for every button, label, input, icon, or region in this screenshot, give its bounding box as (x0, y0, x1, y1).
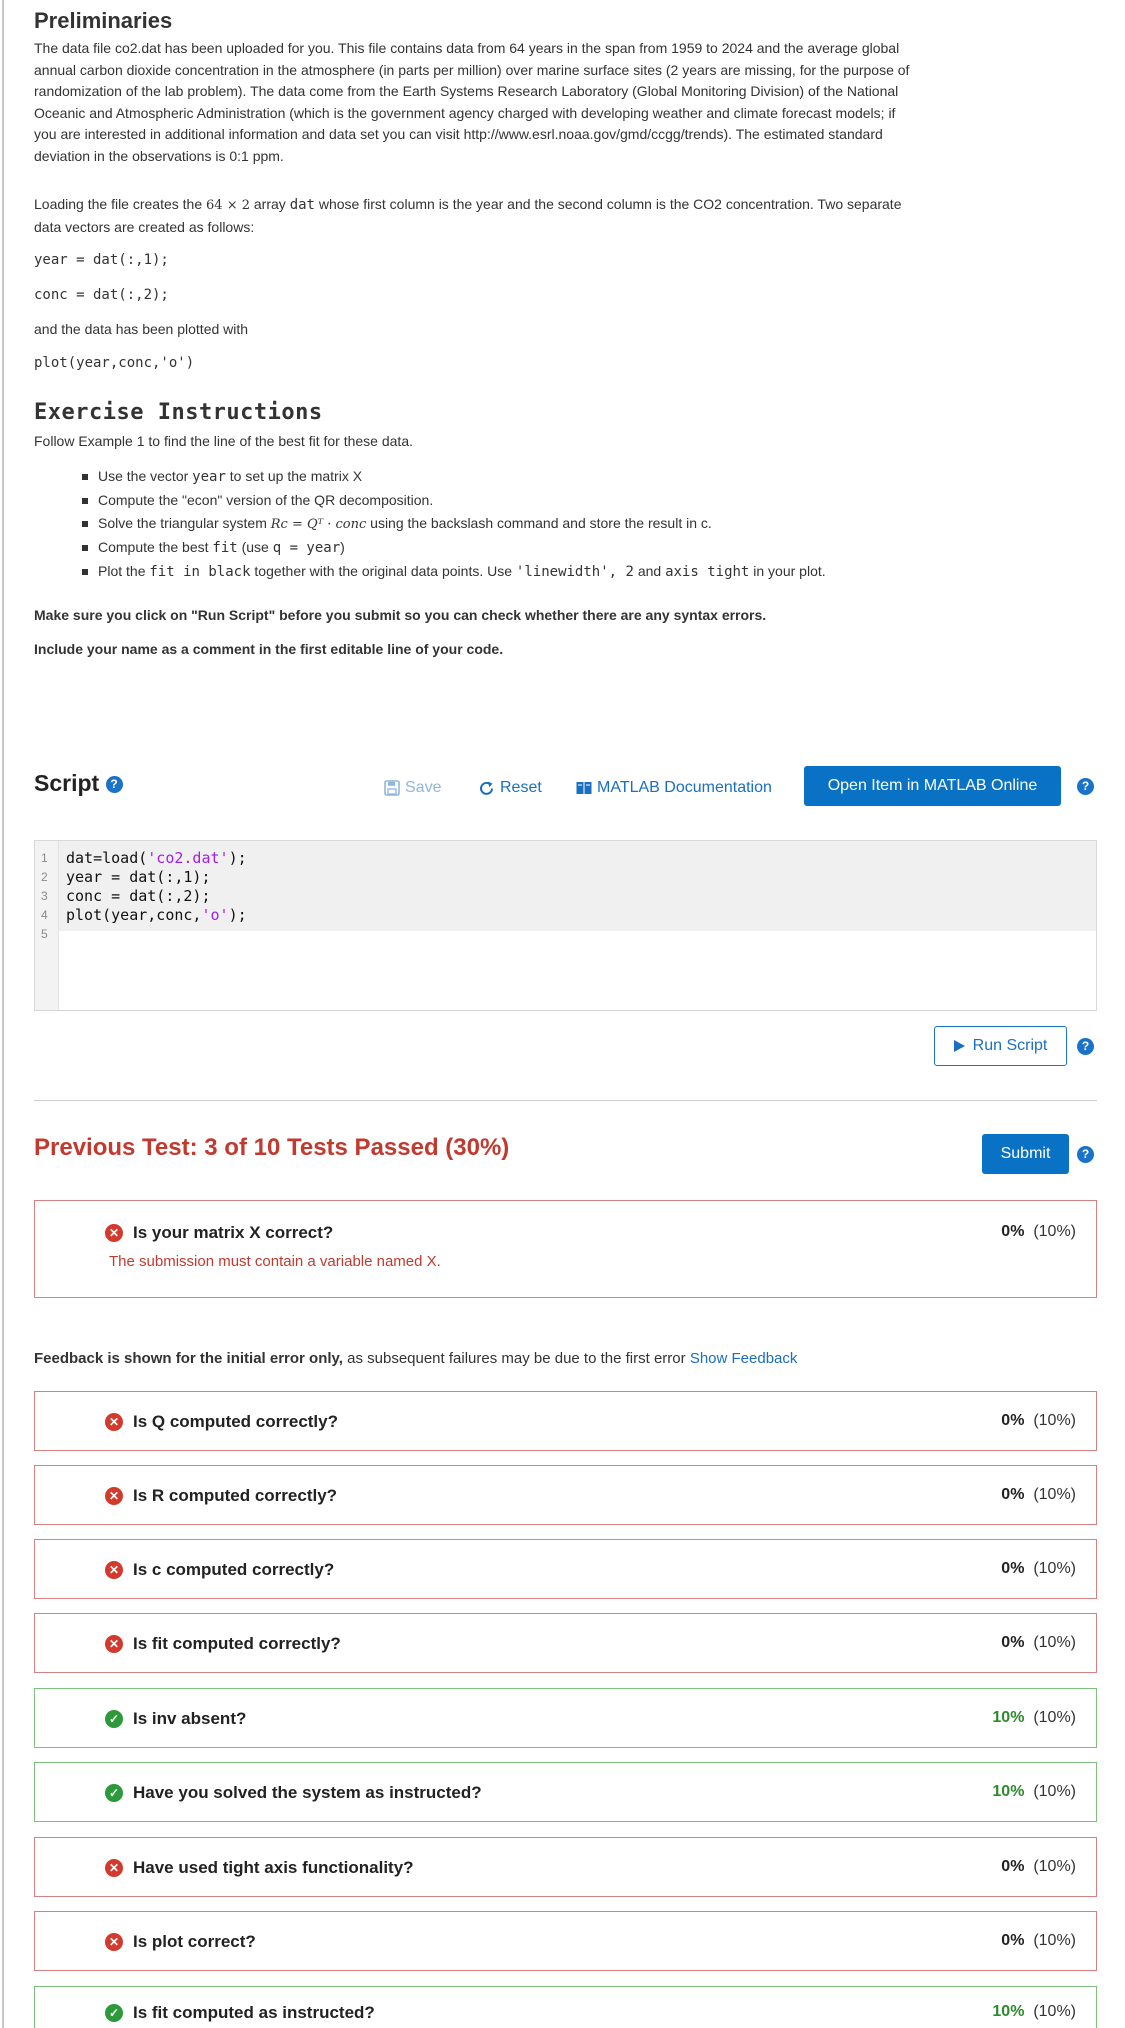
list-item: Plot the fit in black together with the original data points. Use 'linewidth', 2 and axis tight in your plot. (82, 560, 1062, 584)
run-script-note: Make sure you click on "Run Script" before you submit so you can check whether there are any syntax errors. (34, 607, 767, 623)
test-result: ✓ Is fit computed as instructed? 10% (10%) (34, 1986, 1097, 2028)
test-result: ✕ Is c computed correctly? 0% (10%) (34, 1539, 1097, 1599)
text-line: Oceanic and Atmospheric Administration (which is the government agency charged with developing weather and climate forecast models; if (34, 104, 896, 121)
check-icon: ✓ (105, 2004, 123, 2022)
fail-icon: ✕ (105, 1859, 123, 1877)
test-score: 0% (10%) (1001, 1858, 1076, 1875)
instruction-list (82, 465, 1062, 584)
play-icon (954, 1040, 965, 1052)
reset-icon (478, 780, 495, 797)
test-result: ✕ Have used tight axis functionality? 0% (10%) (34, 1837, 1097, 1897)
fail-icon: ✕ (105, 1413, 123, 1431)
open-in-matlab-online-button[interactable]: Open Item in MATLAB Online (804, 766, 1061, 806)
test-score: 10% (10%) (992, 1783, 1076, 1800)
preliminaries-paragraph (34, 38, 1044, 167)
matlab-documentation-link[interactable]: MATLAB Documentation (576, 770, 772, 806)
text-line: deviation in the observations is 0:1 ppm. (34, 147, 284, 164)
check-icon: ✓ (105, 1784, 123, 1802)
test-score: 0% (10%) (1001, 1223, 1076, 1240)
list-item: Use the vector year to set up the matrix X (82, 465, 1062, 489)
test-result: ✓ Is inv absent? 10% (10%) (34, 1688, 1097, 1748)
fail-icon: ✕ (105, 1224, 123, 1242)
test-score: 0% (10%) (1001, 1412, 1076, 1429)
fail-icon: ✕ (105, 1487, 123, 1505)
code-plot: plot(year,conc,'o') (34, 355, 195, 371)
test-message: The submission must contain a variable named X. (109, 1253, 441, 1270)
list-item: Solve the triangular system Rc = Qᵀ · conc using the backslash command and store the result in c. (82, 512, 1062, 536)
test-score: 0% (10%) (1001, 1932, 1076, 1949)
test-score: 0% (10%) (1001, 1560, 1076, 1577)
feedback-note: Feedback is shown for the initial error only, as subsequent failures may be due to the first error Show Feedback (34, 1350, 798, 1367)
test-score: 0% (10%) (1001, 1634, 1076, 1651)
test-result: ✕ Is Q computed correctly? 0% (10%) (34, 1391, 1097, 1451)
inline-code: dat (289, 197, 315, 213)
book-icon (576, 781, 592, 795)
math-expression: Rc = Qᵀ · conc (270, 517, 367, 532)
submit-button[interactable]: Submit (982, 1134, 1069, 1174)
reset-button[interactable]: Reset (478, 770, 542, 806)
text-line: randomization of the lab problem). The data come from the Earth Systems Research Laboratory (Global Monitoring Division) of the National (34, 83, 899, 99)
help-icon[interactable]: ? (1077, 1038, 1094, 1055)
code-year: year = dat(:,1); (34, 252, 169, 268)
script-heading (34, 770, 123, 797)
code-conc: conc = dat(:,2); (34, 287, 169, 303)
test-score: 10% (10%) (992, 1709, 1076, 1726)
list-item: Compute the "econ" version of the QR decomposition. (82, 489, 1062, 512)
save-button[interactable]: Save (384, 770, 441, 806)
show-feedback-link[interactable]: Show Feedback (689, 1350, 798, 1367)
script-title: Script (34, 770, 100, 796)
name-comment-note: Include your name as a comment in the first editable line of your code. (34, 641, 504, 657)
text-line: The data file co2.dat has been uploaded for you. This file contains data from 64 years in the span from 1959 to 2024 and the average global (34, 40, 900, 56)
plotted-text: and the data has been plotted with (34, 321, 249, 337)
check-icon: ✓ (105, 1710, 123, 1728)
divider (34, 1100, 1097, 1101)
exercise-title: Exercise Instructions (34, 400, 323, 425)
test-score: 10% (10%) (992, 2003, 1076, 2020)
preliminaries-title: Preliminaries (34, 8, 173, 33)
page (2, 0, 1122, 2028)
text-line: Loading the file creates the 64 × 2 array dat whose first column is the year and the second column is the CO2 concentration. Two separate (34, 196, 902, 213)
load-paragraph (34, 194, 1044, 238)
text-line: annual carbon dioxide concentration in the atmosphere (in parts per million) over marine surface sites (2 years are missing, for the purpose of (34, 61, 910, 78)
text-line: you are interested in additional information and data set you can visit http://www.esrl.noaa.gov/gmd/ccgg/trends). The estimated standard (34, 126, 883, 142)
matrix-dimension: 64 × 2 (206, 198, 250, 213)
help-icon[interactable]: ? (106, 776, 123, 793)
help-icon[interactable]: ? (1077, 1146, 1094, 1163)
test-result: ✕ Is fit computed correctly? 0% (10%) (34, 1613, 1097, 1673)
fail-icon: ✕ (105, 1561, 123, 1579)
code-editor[interactable]: 1 dat=load('co2.dat'); 2 year = dat(:,1); 3 conc = dat(:,2); 4 plot(year,conc,'o'); 5 (34, 840, 1097, 1011)
test-result: ✕ Is R computed correctly? 0% (10%) (34, 1465, 1097, 1525)
fail-icon: ✕ (105, 1635, 123, 1653)
save-icon (384, 780, 400, 796)
previous-test-title: Previous Test: 3 of 10 Tests Passed (30%) (34, 1134, 510, 1161)
help-icon[interactable]: ? (1077, 778, 1094, 795)
test-result: ✕ Is your matrix X correct? The submission must contain a variable named X. 0% (10%) (34, 1200, 1097, 1298)
fail-icon: ✕ (105, 1933, 123, 1951)
test-result: ✕ Is plot correct? 0% (10%) (34, 1911, 1097, 1971)
test-score: 0% (10%) (1001, 1486, 1076, 1503)
test-result: ✓ Have you solved the system as instructed? 10% (10%) (34, 1762, 1097, 1822)
run-script-button[interactable]: Run Script (934, 1026, 1067, 1066)
exercise-intro: Follow Example 1 to find the line of the best fit for these data. (34, 433, 413, 449)
list-item: Compute the best fit (use q = year) (82, 536, 1062, 560)
text-line: data vectors are created as follows: (34, 218, 255, 235)
